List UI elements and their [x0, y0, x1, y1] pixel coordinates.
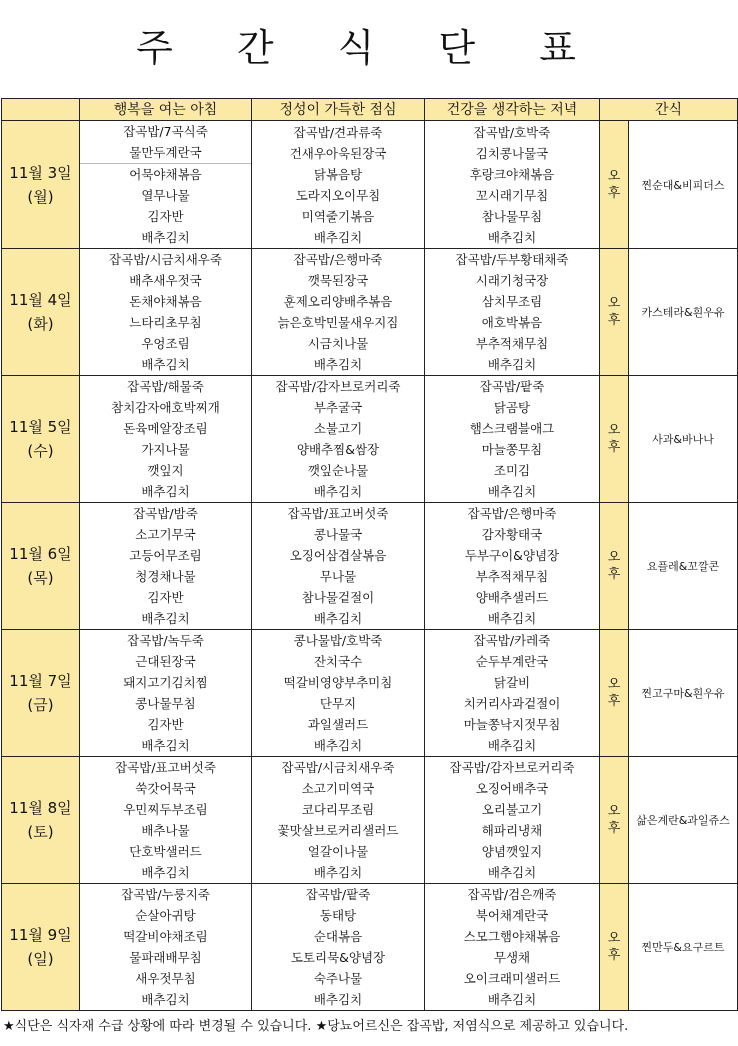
- snack-cell: 찐만두&요구르트: [629, 884, 738, 1011]
- afternoon-label: [600, 249, 629, 376]
- dinner-item: 무생채: [493, 950, 531, 965]
- day-date: 11월 8일: [9, 799, 72, 817]
- day-weekday: (수): [27, 442, 54, 460]
- dinner-item: 배추김치: [487, 738, 537, 753]
- lunch-item: 소불고기: [313, 421, 363, 436]
- dinner-item: 배추김치: [487, 865, 537, 880]
- breakfast-item: 열무나물: [141, 188, 190, 203]
- lunch-cell: [252, 757, 425, 884]
- lunch-item: 과일샐러드: [307, 717, 369, 732]
- lunch-item: 잔치국수: [313, 654, 363, 669]
- breakfast-item: 우민찌두부조림: [123, 802, 208, 817]
- day-weekday: (금): [27, 696, 54, 714]
- afternoon-text: 오후: [607, 931, 621, 963]
- afternoon-text: 오후: [607, 423, 621, 455]
- breakfast-item: 잡곡밥/해물죽: [127, 379, 204, 394]
- breakfast-item: 돈채야채볶음: [129, 294, 202, 309]
- breakfast-item: 잡곡밥/표고버섯죽: [115, 760, 216, 775]
- dinner-cell: [425, 249, 600, 376]
- breakfast-item: 물만두계란국: [80, 142, 251, 164]
- day-row: [2, 121, 738, 249]
- notice-text: ★식단은 식자재 수급 상황에 따라 변경될 수 있습니다. ★당뇨어르신은 잡곡밥, 저염식으로 제공하고 있습니다.: [3, 1019, 629, 1034]
- day-row: [2, 503, 738, 630]
- breakfast-item: 물파래배무침: [129, 950, 202, 965]
- lunch-item: 잡곡밥/은행마죽: [293, 252, 383, 267]
- dinner-cell: [425, 884, 600, 1011]
- afternoon-text: 오후: [607, 804, 621, 836]
- dinner-item: 잡곡밥/검은깨죽: [467, 887, 557, 902]
- dinner-item: 잡곡밥/팥죽: [479, 379, 545, 394]
- breakfast-item: 단호박샐러드: [129, 844, 202, 859]
- day-cell: [2, 757, 80, 884]
- day-weekday: (토): [27, 823, 54, 841]
- breakfast-item: 순살아귀탕: [135, 908, 196, 923]
- dinner-item: 감자황태국: [481, 527, 543, 542]
- dinner-item: 두부구이&양념장: [464, 548, 560, 563]
- dinner-item: 스모그햄야채볶음: [463, 929, 561, 944]
- dinner-item: 잡곡밥/은행마죽: [467, 506, 557, 521]
- lunch-item: 순대볶음: [313, 929, 363, 944]
- breakfast-item: 배추김치: [141, 357, 190, 372]
- dinner-cell: [425, 121, 600, 249]
- breakfast-item: 돼지고기김치찜: [123, 675, 208, 690]
- breakfast-item: 근대된장국: [135, 654, 196, 669]
- lunch-item: 잡곡밥/표고버섯죽: [287, 506, 389, 521]
- day-cell: [2, 121, 80, 249]
- afternoon-label: [600, 884, 629, 1011]
- dinner-item: 마늘쫑무침: [481, 442, 543, 457]
- dinner-item: 참나물무침: [481, 208, 543, 224]
- lunch-item: 숙주나물: [313, 971, 363, 986]
- dinner-item: 북어채계란국: [475, 908, 549, 923]
- lunch-item: 오징어삼겹살볶음: [289, 548, 387, 563]
- lunch-item: 훈제오리양배추볶음: [283, 294, 393, 309]
- lunch-cell: [252, 121, 425, 249]
- afternoon-text: 오후: [607, 550, 621, 582]
- snack-cell: 찐고구마&흰우유: [629, 630, 738, 757]
- dinner-item: 꼬시래기무침: [475, 187, 549, 203]
- snack-cell: 요플레&꼬깔콘: [629, 503, 738, 630]
- header-snack: 간식: [600, 99, 738, 121]
- snack-cell: 사과&바나나: [629, 376, 738, 503]
- breakfast-item: 김자반: [147, 209, 184, 224]
- lunch-item: 도토리묵&양념장: [290, 950, 386, 965]
- lunch-item: 건새우아욱된장국: [289, 145, 387, 161]
- lunch-item: 무나물: [319, 569, 357, 584]
- dinner-item: 애호박볶음: [481, 315, 543, 330]
- dinner-cell: [425, 503, 600, 630]
- breakfast-item: 배추김치: [141, 865, 190, 880]
- afternoon-label: [600, 121, 629, 249]
- dinner-item: 부추적채무침: [475, 336, 549, 351]
- lunch-item: 도라지오이무침: [295, 187, 381, 203]
- breakfast-item: 청경채나물: [135, 569, 196, 584]
- dinner-item: 잡곡밥/호박죽: [473, 124, 551, 140]
- breakfast-item: 소고기무국: [135, 527, 196, 542]
- lunch-item: 배추김치: [313, 484, 363, 499]
- lunch-item: 콩나물국: [313, 527, 363, 542]
- lunch-item: 시금치나물: [307, 336, 369, 351]
- breakfast-item: 배추김치: [141, 738, 190, 753]
- day-cell: [2, 884, 80, 1011]
- afternoon-text: 오후: [607, 677, 621, 709]
- lunch-item: 배추김치: [313, 611, 363, 626]
- afternoon-label: [600, 630, 629, 757]
- day-date: 11월 7일: [9, 672, 72, 690]
- breakfast-item: 배추새우젓국: [129, 273, 202, 288]
- day-date: 11월 5일: [9, 418, 72, 436]
- breakfast-item: 고등어무조림: [129, 548, 202, 563]
- lunch-item: 얼갈이나물: [307, 844, 369, 859]
- dinner-item: 오리불고기: [481, 802, 543, 817]
- lunch-item: 닭볶음탕: [313, 166, 363, 182]
- lunch-item: 참나물겉절이: [301, 590, 375, 605]
- dinner-item: 닭갈비: [493, 675, 531, 690]
- breakfast-item: 잡곡밥/밤죽: [133, 506, 198, 521]
- lunch-cell: [252, 249, 425, 376]
- breakfast-item: 떡갈비야채조림: [123, 929, 208, 944]
- afternoon-label: [600, 757, 629, 884]
- dinner-item: 잡곡밥/두부황태채죽: [455, 252, 569, 267]
- dinner-cell: [425, 376, 600, 503]
- day-row: [2, 376, 738, 503]
- dinner-item: 김치콩나물국: [475, 145, 549, 161]
- lunch-item: 늙은호박민물새우지짐: [277, 315, 399, 330]
- breakfast-item: 가지나물: [141, 442, 190, 457]
- dinner-item: 배추김치: [487, 992, 537, 1007]
- lunch-item: 코다리무조림: [301, 802, 375, 817]
- lunch-item: 동태탕: [319, 908, 357, 923]
- breakfast-item: 잡곡밥/시금치새우죽: [109, 252, 222, 267]
- breakfast-cell: [80, 884, 252, 1011]
- day-row: [2, 884, 738, 1011]
- lunch-item: 배추김치: [313, 357, 363, 372]
- lunch-cell: [252, 503, 425, 630]
- lunch-item: 배추김치: [313, 865, 363, 880]
- lunch-item: 양배추찜&쌈장: [296, 442, 380, 457]
- day-date: 11월 6일: [9, 545, 72, 563]
- afternoon-text: 오후: [607, 296, 621, 328]
- dinner-item: 시래기청국장: [475, 273, 549, 288]
- breakfast-cell: [80, 249, 252, 376]
- dinner-item: 오이크래미샐러드: [463, 971, 561, 986]
- lunch-item: 배추김치: [313, 992, 363, 1007]
- breakfast-item: 배추김치: [141, 611, 190, 626]
- day-weekday: (목): [27, 569, 54, 587]
- lunch-cell: [252, 630, 425, 757]
- breakfast-item: 김자반: [147, 590, 184, 605]
- snack-cell: 삶은계란&과일쥬스: [629, 757, 738, 884]
- day-cell: [2, 503, 80, 630]
- dinner-cell: [425, 757, 600, 884]
- dinner-item: 해파리냉채: [481, 823, 543, 838]
- dinner-item: 배추김치: [487, 229, 537, 245]
- header-breakfast: 행복을 여는 아침: [80, 99, 252, 121]
- dinner-item: 배추김치: [487, 611, 537, 626]
- day-date: 11월 4일: [9, 291, 72, 309]
- weekly-menu-table: [1, 98, 738, 1011]
- breakfast-cell: [80, 376, 252, 503]
- breakfast-item: 배추김치: [141, 484, 190, 499]
- dinner-item: 부추적채무침: [475, 569, 549, 584]
- lunch-item: 잡곡밥/시금치새우죽: [281, 760, 395, 775]
- day-date: 11월 9일: [9, 926, 72, 944]
- breakfast-cell: [80, 121, 252, 249]
- dinner-item: 치커리사과겉절이: [463, 696, 561, 711]
- breakfast-item: 어묵야채볶음: [129, 167, 202, 182]
- lunch-item: 부추굴국: [313, 400, 363, 415]
- breakfast-item: 돈육메알장조림: [123, 421, 208, 436]
- day-cell: [2, 249, 80, 376]
- dinner-item: 순두부계란국: [475, 654, 549, 669]
- lunch-item: 떡갈비영양부추미침: [283, 675, 393, 690]
- afternoon-label: [600, 376, 629, 503]
- dinner-item: 햄스크램블애그: [469, 421, 555, 436]
- lunch-item: 소고기미역국: [301, 781, 375, 796]
- breakfast-item: 우엉조림: [141, 336, 190, 351]
- breakfast-item: 김자반: [147, 717, 184, 732]
- day-row: [2, 757, 738, 884]
- breakfast-item: 배추김치: [141, 992, 190, 1007]
- dinner-item: 오징어배추국: [475, 781, 549, 796]
- breakfast-item: 콩나물무침: [135, 696, 196, 711]
- dinner-item: 양배추샐러드: [475, 590, 549, 605]
- breakfast-item: 참치감자애호박찌개: [111, 400, 220, 415]
- dinner-item: 배추김치: [487, 484, 537, 499]
- day-cell: [2, 630, 80, 757]
- day-cell: [2, 376, 80, 503]
- breakfast-cell: [80, 757, 252, 884]
- snack-cell: 찐순대&비피더스: [629, 121, 738, 249]
- header-row: [2, 99, 738, 121]
- header-lunch: 정성이 가득한 점심: [252, 99, 425, 121]
- dinner-item: 배추김치: [487, 357, 537, 372]
- header-day: [2, 99, 80, 121]
- lunch-item: 잡곡밥/감자브로커리죽: [275, 379, 401, 394]
- day-row: [2, 630, 738, 757]
- dinner-item: 양념깻잎지: [481, 844, 543, 859]
- lunch-cell: [252, 884, 425, 1011]
- lunch-item: 단무지: [319, 696, 357, 711]
- breakfast-item: 쑥갓어묵국: [135, 781, 196, 796]
- dinner-item: 삼치무조림: [481, 294, 543, 309]
- lunch-item: 콩나물밥/호박죽: [293, 633, 383, 648]
- lunch-cell: [252, 376, 425, 503]
- day-weekday: (일): [27, 950, 54, 968]
- day-weekday: (화): [27, 315, 54, 333]
- afternoon-text: 오후: [607, 168, 621, 201]
- day-row: [2, 249, 738, 376]
- breakfast-item: 새우젓무침: [135, 971, 196, 986]
- dinner-cell: [425, 630, 600, 757]
- lunch-item: 잡곡밥/견과류죽: [293, 124, 383, 140]
- page-title: 주 간 식 단 표: [136, 26, 602, 70]
- lunch-item: 잡곡밥/팥죽: [305, 887, 371, 902]
- dinner-item: 잡곡밥/감자브로커리죽: [449, 760, 575, 775]
- dinner-item: 마늘쫑낙지젓무침: [463, 717, 561, 732]
- afternoon-label: [600, 503, 629, 630]
- dinner-item: 조미김: [493, 463, 531, 478]
- dinner-item: 잡곡밥/카레죽: [473, 633, 551, 648]
- dinner-item: 닭곰탕: [493, 400, 531, 415]
- breakfast-item: 느타리초무침: [129, 315, 202, 330]
- breakfast-item: 잡곡밥/누룽지죽: [121, 887, 210, 902]
- snack-cell: 카스테라&흰우유: [629, 249, 738, 376]
- day-weekday: (월): [27, 187, 54, 206]
- breakfast-cell: [80, 630, 252, 757]
- header-dinner: 건강을 생각하는 저녁: [425, 99, 600, 121]
- lunch-item: 깻잎순나물: [307, 463, 369, 478]
- breakfast-item: 깻잎지: [147, 463, 184, 478]
- breakfast-item: 배추나물: [141, 823, 190, 838]
- breakfast-item: 잡곡밥/7곡식죽: [123, 124, 208, 139]
- lunch-item: 미역줄기볶음: [301, 208, 375, 224]
- menu-body: [2, 121, 738, 1011]
- breakfast-item: 잡곡밥/녹두죽: [127, 633, 204, 648]
- lunch-item: 배추김치: [313, 738, 363, 753]
- day-date: 11월 3일: [9, 163, 72, 182]
- lunch-item: 깻묵된장국: [307, 273, 369, 288]
- lunch-item: 꽃맛살브로커리샐러드: [277, 823, 399, 838]
- breakfast-cell: [80, 503, 252, 630]
- lunch-item: 배추김치: [313, 229, 363, 245]
- dinner-item: 후랑크야채볶음: [469, 166, 555, 182]
- breakfast-item: 배추김치: [141, 230, 190, 245]
